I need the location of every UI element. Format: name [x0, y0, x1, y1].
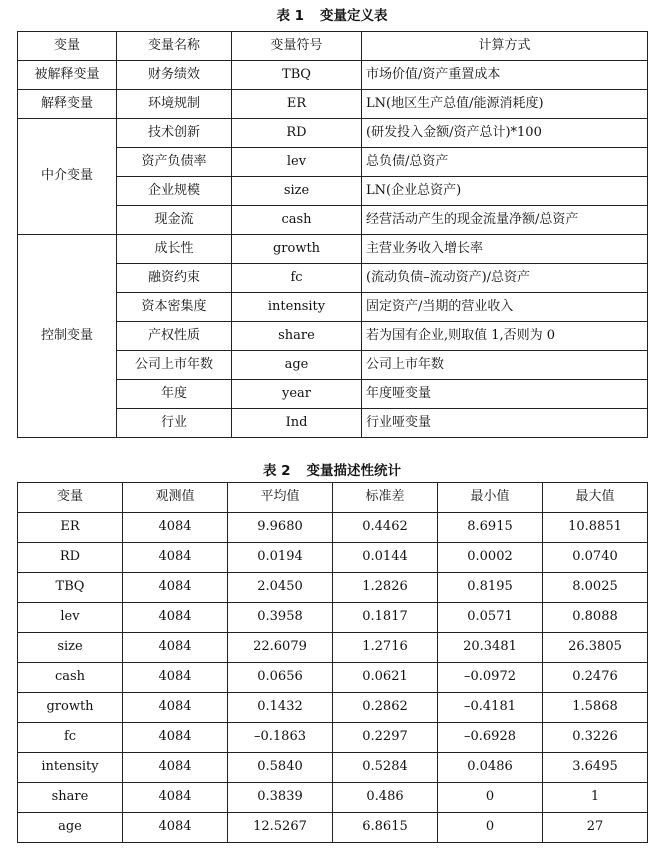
calculation-method-cell: LN(地区生产总值/能源消耗度): [362, 90, 648, 119]
calculation-method-cell: 年度哑变量: [362, 380, 648, 409]
variable-name-cell: 产权性质: [117, 322, 232, 351]
observations-cell: 4084: [123, 603, 228, 633]
table1-caption: [0, 4, 664, 24]
variable-symbol-cell: Ind: [232, 409, 362, 438]
variable-category-cell: 控制变量: [18, 235, 117, 438]
table2-row: [18, 633, 648, 663]
table2-number: 表 2: [262, 463, 291, 479]
observations-cell: 4084: [123, 513, 228, 543]
variable-symbol-cell: size: [232, 177, 362, 206]
variable-name-cell: 企业规模: [117, 177, 232, 206]
max-cell: 1: [543, 783, 648, 813]
table2-body: [18, 513, 648, 843]
variable-symbol-cell: share: [232, 322, 362, 351]
variable-name-cell: 资产负债率: [117, 148, 232, 177]
variable-cell: TBQ: [18, 573, 123, 603]
max-cell: 0.3226: [543, 723, 648, 753]
table1-header-symbol: 变量符号: [232, 32, 362, 61]
variable-symbol-cell: intensity: [232, 293, 362, 322]
variable-symbol-cell: RD: [232, 119, 362, 148]
variable-name-cell: 环境规制: [117, 90, 232, 119]
std-cell: 0.2862: [333, 693, 438, 723]
table2-row: [18, 663, 648, 693]
std-cell: 6.8615: [333, 813, 438, 843]
variable-category-cell: 解释变量: [18, 90, 117, 119]
std-cell: 0.4462: [333, 513, 438, 543]
table2-row: [18, 573, 648, 603]
variable-symbol-cell: lev: [232, 148, 362, 177]
variable-name-cell: 融资约束: [117, 264, 232, 293]
variable-cell: lev: [18, 603, 123, 633]
table2-caption: [0, 459, 664, 479]
table1-header-variable: 变量: [18, 32, 117, 61]
variable-cell: RD: [18, 543, 123, 573]
min-cell: –0.0972: [438, 663, 543, 693]
calculation-method-cell: 主营业务收入增长率: [362, 235, 648, 264]
table1-header-name: 变量名称: [117, 32, 232, 61]
table1-title: 变量定义表: [320, 8, 388, 24]
std-cell: 0.0621: [333, 663, 438, 693]
min-cell: –0.4181: [438, 693, 543, 723]
variable-symbol-cell: age: [232, 351, 362, 380]
variable-cell: intensity: [18, 753, 123, 783]
variable-symbol-cell: fc: [232, 264, 362, 293]
std-cell: 0.2297: [333, 723, 438, 753]
variable-name-cell: 现金流: [117, 206, 232, 235]
std-cell: 0.1817: [333, 603, 438, 633]
calculation-method-cell: 公司上市年数: [362, 351, 648, 380]
variable-definition-table: [17, 31, 648, 438]
variable-cell: share: [18, 783, 123, 813]
variable-name-cell: 年度: [117, 380, 232, 409]
table1-row: [18, 90, 648, 119]
max-cell: 26.3805: [543, 633, 648, 663]
variable-name-cell: 成长性: [117, 235, 232, 264]
min-cell: 20.3481: [438, 633, 543, 663]
mean-cell: 9.9680: [228, 513, 333, 543]
table2-row: [18, 783, 648, 813]
variable-symbol-cell: growth: [232, 235, 362, 264]
table2-header-observations: 观测值: [123, 483, 228, 513]
variable-name-cell: 财务绩效: [117, 61, 232, 90]
calculation-method-cell: 行业哑变量: [362, 409, 648, 438]
observations-cell: 4084: [123, 753, 228, 783]
std-cell: 1.2716: [333, 633, 438, 663]
calculation-method-cell: 经营活动产生的现金流量净额/总资产: [362, 206, 648, 235]
min-cell: 0.0571: [438, 603, 543, 633]
variable-name-cell: 行业: [117, 409, 232, 438]
table1-header-method: 计算方式: [362, 32, 648, 61]
std-cell: 0.0144: [333, 543, 438, 573]
observations-cell: 4084: [123, 693, 228, 723]
max-cell: 8.0025: [543, 573, 648, 603]
variable-category-cell: 中介变量: [18, 119, 117, 235]
max-cell: 10.8851: [543, 513, 648, 543]
calculation-method-cell: LN(企业总资产): [362, 177, 648, 206]
max-cell: 0.0740: [543, 543, 648, 573]
variable-symbol-cell: TBQ: [232, 61, 362, 90]
variable-category-cell: 被解释变量: [18, 61, 117, 90]
table1-header-row: [18, 32, 648, 61]
table2-row: [18, 693, 648, 723]
variable-cell: size: [18, 633, 123, 663]
table2-header-min: 最小值: [438, 483, 543, 513]
observations-cell: 4084: [123, 573, 228, 603]
observations-cell: 4084: [123, 633, 228, 663]
mean-cell: 0.3958: [228, 603, 333, 633]
calculation-method-cell: (研发投入金额/资产总计)*100: [362, 119, 648, 148]
max-cell: 3.6495: [543, 753, 648, 783]
table2-header-std: 标准差: [333, 483, 438, 513]
table2-row: [18, 753, 648, 783]
min-cell: 8.6915: [438, 513, 543, 543]
max-cell: 0.2476: [543, 663, 648, 693]
variable-cell: cash: [18, 663, 123, 693]
table2-row: [18, 723, 648, 753]
variable-cell: growth: [18, 693, 123, 723]
variable-name-cell: 资本密集度: [117, 293, 232, 322]
mean-cell: 2.0450: [228, 573, 333, 603]
table1-row: [18, 61, 648, 90]
table2-row: [18, 513, 648, 543]
table2-header-variable: 变量: [18, 483, 123, 513]
table2-row: [18, 603, 648, 633]
table2-header-mean: 平均值: [228, 483, 333, 513]
variable-symbol-cell: year: [232, 380, 362, 409]
observations-cell: 4084: [123, 663, 228, 693]
min-cell: –0.6928: [438, 723, 543, 753]
variable-cell: ER: [18, 513, 123, 543]
min-cell: 0: [438, 783, 543, 813]
mean-cell: 0.0194: [228, 543, 333, 573]
observations-cell: 4084: [123, 723, 228, 753]
table1-body: [18, 61, 648, 438]
mean-cell: –0.1863: [228, 723, 333, 753]
table2-header-row: [18, 483, 648, 513]
calculation-method-cell: 若为国有企业,则取值 1,否则为 0: [362, 322, 648, 351]
observations-cell: 4084: [123, 783, 228, 813]
variable-name-cell: 公司上市年数: [117, 351, 232, 380]
max-cell: 27: [543, 813, 648, 843]
calculation-method-cell: 市场价值/资产重置成本: [362, 61, 648, 90]
table2-row: [18, 543, 648, 573]
table1-row: [18, 235, 648, 264]
variable-name-cell: 技术创新: [117, 119, 232, 148]
calculation-method-cell: 总负债/总资产: [362, 148, 648, 177]
max-cell: 1.5868: [543, 693, 648, 723]
mean-cell: 0.0656: [228, 663, 333, 693]
min-cell: 0.8195: [438, 573, 543, 603]
variable-cell: fc: [18, 723, 123, 753]
table2-title: 变量描述性统计: [306, 463, 402, 479]
table1-row: [18, 119, 648, 148]
mean-cell: 0.1432: [228, 693, 333, 723]
mean-cell: 12.5267: [228, 813, 333, 843]
variable-cell: age: [18, 813, 123, 843]
min-cell: 0: [438, 813, 543, 843]
variable-symbol-cell: cash: [232, 206, 362, 235]
table2-row: [18, 813, 648, 843]
observations-cell: 4084: [123, 813, 228, 843]
table2-header-max: 最大值: [543, 483, 648, 513]
mean-cell: 22.6079: [228, 633, 333, 663]
std-cell: 1.2826: [333, 573, 438, 603]
descriptive-statistics-table: [17, 482, 648, 843]
calculation-method-cell: 固定资产/当期的营业收入: [362, 293, 648, 322]
max-cell: 0.8088: [543, 603, 648, 633]
observations-cell: 4084: [123, 543, 228, 573]
variable-symbol-cell: ER: [232, 90, 362, 119]
table1-number: 表 1: [276, 8, 305, 24]
std-cell: 0.5284: [333, 753, 438, 783]
min-cell: 0.0002: [438, 543, 543, 573]
mean-cell: 0.5840: [228, 753, 333, 783]
min-cell: 0.0486: [438, 753, 543, 783]
mean-cell: 0.3839: [228, 783, 333, 813]
calculation-method-cell: (流动负债–流动资产)/总资产: [362, 264, 648, 293]
std-cell: 0.486: [333, 783, 438, 813]
